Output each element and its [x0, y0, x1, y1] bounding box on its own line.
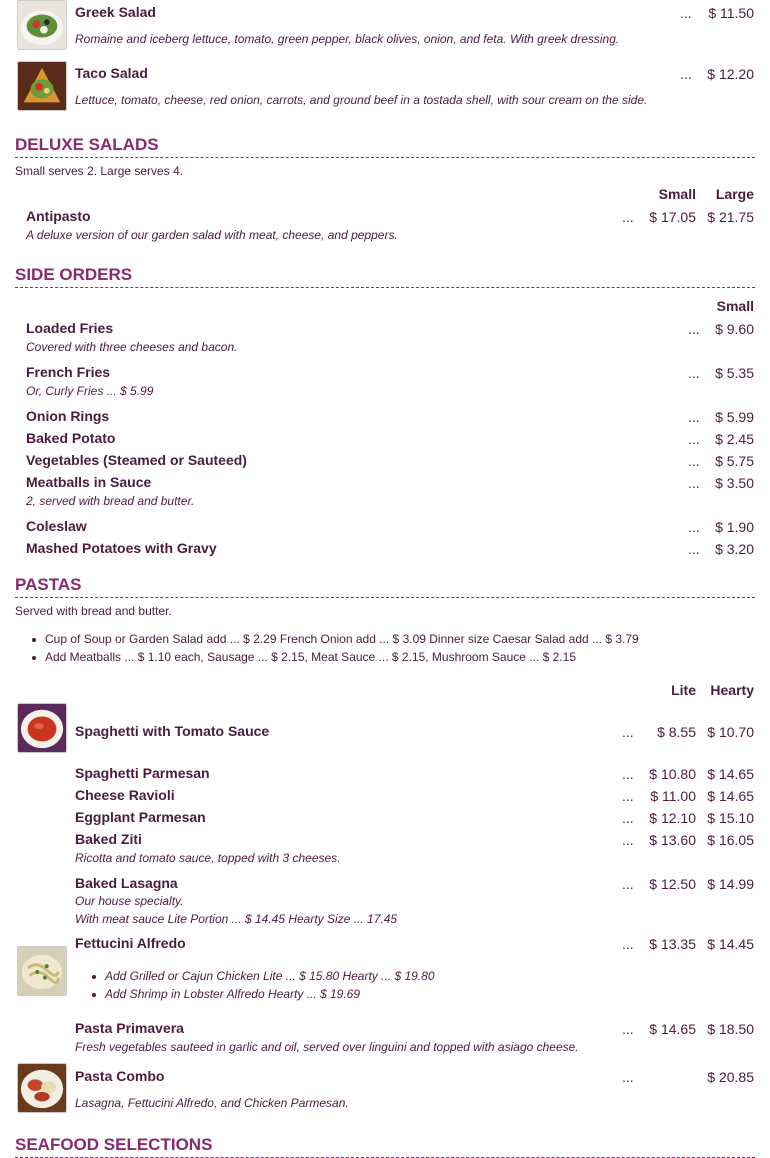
- section-heading-deluxe-salads: DELUXE SALADS: [15, 135, 755, 158]
- menu-item-name: Coleslaw: [26, 518, 87, 534]
- menu-item-name: Loaded Fries: [26, 320, 114, 336]
- addon-note: Add Grilled or Cajun Chicken Lite ... $ 15.80 Hearty ... $ 19.80: [105, 969, 435, 983]
- menu-item-name: Eggplant Parmesan: [75, 809, 206, 825]
- pasta-image-icon: [18, 1064, 66, 1112]
- price-leader: ...: [622, 1069, 634, 1085]
- price-leader: ...: [688, 475, 700, 491]
- menu-item-name: French Fries: [26, 364, 111, 380]
- menu-item-description: Or, Curly Fries ... $ 5.99: [26, 384, 154, 398]
- menu-item-description: Covered with three cheeses and bacon.: [26, 340, 238, 354]
- price-large: $ 21.75: [707, 209, 754, 225]
- menu-item-description: Fresh vegetables sauteed in garlic and oil, served over linguini and topped with asiago cheese.: [75, 1040, 579, 1054]
- column-header-small: Small: [658, 186, 696, 202]
- fettucini-alfredo-photo[interactable]: [17, 946, 67, 996]
- section-note: Small serves 2. Large serves 4.: [15, 164, 184, 178]
- menu-item-name: Baked Ziti: [75, 831, 142, 847]
- menu-item-name: Baked Potato: [26, 430, 116, 446]
- menu-item-name: Cheese Ravioli: [75, 787, 175, 803]
- menu-item-price: $ 2.45: [715, 431, 754, 447]
- price-leader: ...: [622, 209, 634, 225]
- price-hearty: $ 16.05: [707, 832, 754, 848]
- price-leader: ...: [622, 724, 634, 740]
- menu-item-description: Romaine and iceberg lettuce, tomato, green pepper, black olives, onion, and feta. With greek dressing.: [75, 32, 620, 46]
- menu-item-price: $ 12.20: [707, 66, 754, 82]
- price-leader: ...: [688, 321, 700, 337]
- addon-note: Add Shrimp in Lobster Alfredo Hearty ... $ 19.69: [105, 987, 361, 1001]
- price-lite: $ 11.00: [650, 788, 696, 804]
- price-leader: ...: [680, 5, 692, 21]
- menu-item-name: Greek Salad: [75, 4, 156, 20]
- menu-item-description: Lasagna, Fettucini Alfredo, and Chicken Parmesan.: [75, 1096, 349, 1110]
- pasta-image-icon: [18, 947, 66, 995]
- section-heading-seafood: SEAFOOD SELECTIONS: [15, 1135, 755, 1158]
- price-leader: ...: [622, 876, 634, 892]
- price-hearty: $ 20.85: [707, 1069, 754, 1085]
- greek-salad-photo[interactable]: [17, 0, 67, 50]
- spaghetti-photo[interactable]: [17, 703, 67, 753]
- price-lite: $ 12.10: [649, 810, 696, 826]
- menu-item-name: Baked Lasagna: [75, 875, 178, 891]
- menu-item-name: Spaghetti with Tomato Sauce: [75, 723, 270, 739]
- menu-item-name: Antipasto: [26, 208, 91, 224]
- column-header-large: Large: [715, 186, 754, 202]
- menu-item-price: $ 11.50: [708, 5, 754, 21]
- column-header-lite: Lite: [671, 682, 696, 698]
- price-small: $ 17.05: [649, 209, 696, 225]
- addon-note: Add Meatballs ... $ 1.10 each, Sausage ... $ 2.15, Meat Sauce ... $ 2.15, Mushroom Sauce ... $ 2.15: [45, 650, 576, 664]
- price-leader: ...: [688, 453, 700, 469]
- column-header-small: Small: [716, 298, 754, 314]
- salad-image-icon: [18, 62, 66, 110]
- section-note: Served with bread and butter.: [15, 604, 172, 618]
- addon-note: Cup of Soup or Garden Salad add ... $ 2.29 French Onion add ... $ 3.09 Dinner size Caesar Salad add ... $ 3.79: [45, 632, 639, 646]
- price-lite: $ 13.60: [649, 832, 696, 848]
- price-leader: ...: [688, 431, 700, 447]
- taco-salad-photo[interactable]: [17, 61, 67, 111]
- price-leader: ...: [622, 810, 634, 826]
- menu-item-price: $ 5.75: [715, 453, 754, 469]
- menu-item-name: Pasta Primavera: [75, 1020, 184, 1036]
- price-hearty: $ 14.45: [707, 936, 754, 952]
- price-lite: $ 14.65: [649, 1021, 696, 1037]
- menu-item-name: Mashed Potatoes with Gravy: [26, 540, 217, 556]
- menu-item-name: Fettucini Alfredo: [75, 935, 186, 951]
- price-lite: $ 12.50: [649, 876, 696, 892]
- price-hearty: $ 15.10: [707, 810, 754, 826]
- price-leader: ...: [688, 365, 700, 381]
- pasta-image-icon: [18, 704, 66, 752]
- price-lite: $ 13.35: [649, 936, 696, 952]
- price-leader: ...: [680, 66, 692, 82]
- price-lite: $ 8.55: [657, 724, 696, 740]
- price-hearty: $ 10.70: [707, 724, 754, 740]
- menu-item-price: $ 5.35: [715, 365, 754, 381]
- price-leader: ...: [622, 832, 634, 848]
- price-leader: ...: [688, 409, 700, 425]
- menu-item-description: A deluxe version of our garden salad with meat, cheese, and peppers.: [26, 228, 398, 242]
- section-heading-side-orders: SIDE ORDERS: [15, 265, 755, 288]
- menu-item-name: Spaghetti Parmesan: [75, 765, 210, 781]
- price-hearty: $ 14.65: [707, 766, 754, 782]
- column-header-hearty: Hearty: [710, 682, 754, 698]
- menu-item-name: Pasta Combo: [75, 1068, 165, 1084]
- menu-item-name: Meatballs in Sauce: [26, 474, 152, 490]
- menu-item-name: Taco Salad: [75, 65, 148, 81]
- price-leader: ...: [688, 541, 700, 557]
- price-hearty: $ 14.99: [707, 876, 754, 892]
- menu-item-description: Lettuce, tomato, cheese, red onion, carrots, and ground beef in a tostada shell, with sour cream on the side.: [75, 93, 648, 107]
- menu-item-name: Onion Rings: [26, 408, 110, 424]
- price-leader: ...: [622, 936, 634, 952]
- price-leader: ...: [622, 788, 634, 804]
- price-leader: ...: [622, 766, 634, 782]
- menu-item-description: 2, served with bread and butter.: [26, 494, 195, 508]
- menu-item-price: $ 3.50: [715, 475, 754, 491]
- menu-item-description: Our house specialty.: [75, 894, 184, 908]
- price-lite: $ 10.80: [649, 766, 696, 782]
- menu-item-name: Vegetables (Steamed or Sauteed): [26, 452, 247, 468]
- menu-item-price: $ 3.20: [715, 541, 754, 557]
- pasta-combo-photo[interactable]: [17, 1063, 67, 1113]
- price-leader: ...: [688, 519, 700, 535]
- price-hearty: $ 18.50: [707, 1021, 754, 1037]
- menu-item-price: $ 5.99: [715, 409, 754, 425]
- menu-item-price: $ 1.90: [715, 519, 754, 535]
- price-hearty: $ 14.65: [707, 788, 754, 804]
- salad-image-icon: [18, 1, 66, 49]
- menu-item-description: With meat sauce Lite Portion ... $ 14.45 Hearty Size ... 17.45: [75, 912, 398, 926]
- price-leader: ...: [622, 1021, 634, 1037]
- section-heading-pastas: PASTAS: [15, 575, 755, 598]
- menu-item-price: $ 9.60: [715, 321, 754, 337]
- menu-item-description: Ricotta and tomato sauce, topped with 3 cheeses.: [75, 851, 341, 865]
